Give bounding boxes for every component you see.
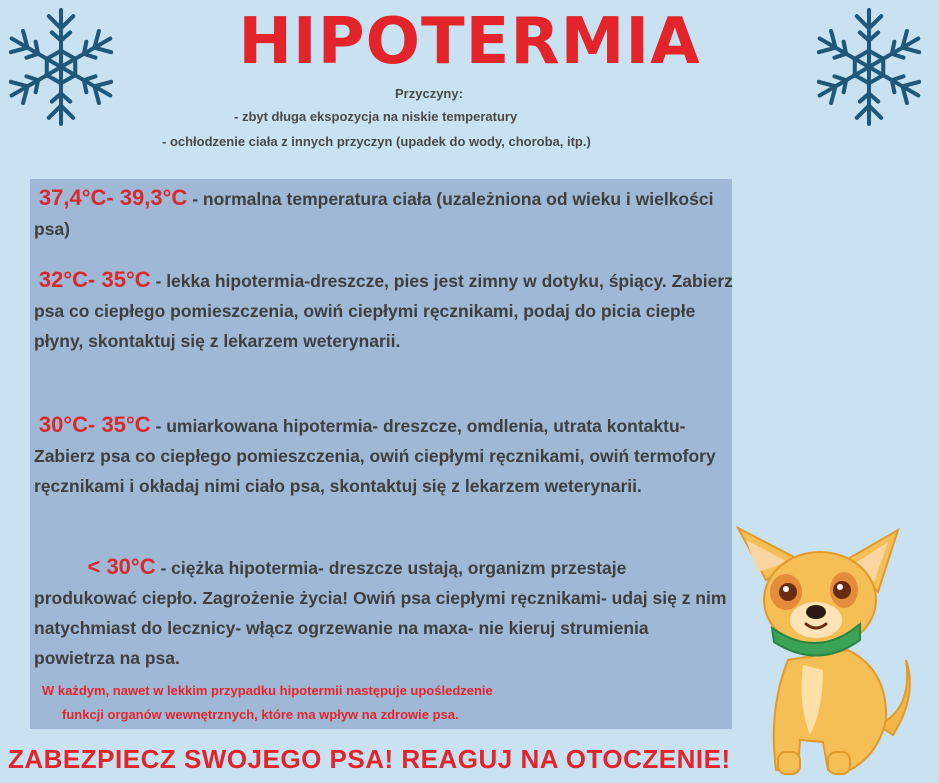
cause-item: - zbyt długa ekspozycja na niskie temperatury	[234, 109, 518, 124]
stage-severe	[34, 552, 734, 673]
stage-moderate	[34, 410, 734, 501]
stage-description: - ciężka hipotermia- dreszcze ustają, organizm przestaje produkować ciepło. Zagrożenie życia! Owiń psa ciepłymi ręcznikami- udaj się z nim natychmiast do lecznicy- włącz ogrzewanie na maxa- nie kieruj strumienia powietrza na psa.	[34, 558, 727, 668]
stage-range: 32°C- 35°C	[38, 267, 151, 292]
stage-description: - umiarkowana hipotermia- dreszcze, omdlenia, utrata kontaktu- Zabierz psa co ciepłego pomieszczenia, owiń ciepłymi ręcznikami, owiń termofory ręcznikami i okładaj nimi ciało psa, skontaktuj się z lekarzem weterynarii.	[34, 416, 716, 496]
stages-panel	[30, 179, 732, 729]
cause-item: - ochłodzenie ciała z innych przyczyn (upadek do wody, choroba, itp.)	[162, 134, 591, 149]
stage-description: - lekka hipotermia-dreszcze, pies jest zimny w dotyku, śpiący. Zabierz psa co ciepłego pomieszczenia, owiń ciepłymi ręcznikami, podaj do picia ciepłe płyny, skontaktuj się z lekarzem weterynarii.	[34, 271, 733, 351]
warning-line: W każdym, nawet w lekkim przypadku hipotermii następuje upośledzenie	[42, 683, 493, 698]
stage-mild	[34, 265, 734, 356]
stage-range: 30°C- 35°C	[38, 412, 151, 437]
stage-range: 37,4°C- 39,3°C	[38, 185, 188, 210]
dog-illustration	[728, 520, 928, 782]
footer-slogan: ZABEZPIECZ SWOJEGO PSA! REAGUJ NA OTOCZENIE!	[8, 744, 731, 774]
warning-line: funkcji organów wewnętrznych, które ma wpływ na zdrowie psa.	[62, 707, 459, 722]
causes-heading: Przyczyny:	[395, 86, 463, 101]
stage-description: - normalna temperatura ciała (uzależniona od wieku i wielkości psa)	[34, 189, 714, 239]
page-title: HIPOTERMIA	[238, 5, 701, 79]
stage-range: < 30°C	[87, 554, 156, 579]
stage-normal	[34, 183, 734, 244]
